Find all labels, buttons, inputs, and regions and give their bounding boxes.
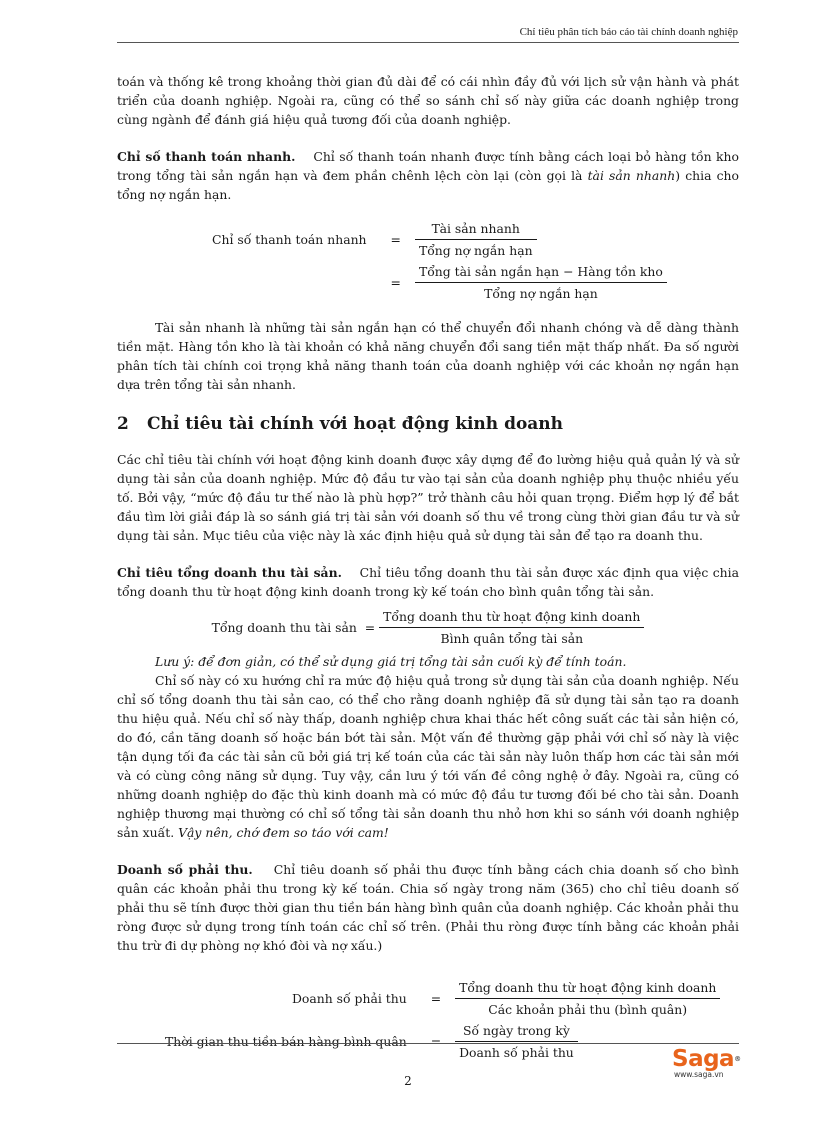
equals-sign: = [390,275,401,290]
registered-mark: ® [734,1055,741,1063]
quick-ratio-eq-lhs: Chỉ số thanh toán nhanh [212,232,367,247]
closing-remark: Vậy nên, chớ đem so táo với cam! [178,825,389,840]
receivables-fraction [455,978,720,1019]
quick-ratio-heading: Chỉ số thanh toán nhanh. [117,149,296,164]
header-rule [117,42,739,43]
fraction-denominator: Các khoản phải thu (bình quân) [488,1002,688,1017]
quick-ratio-text-1: Chỉ số thanh toán nhanh được tính bằng cách loại bỏ hàng tồn kho trong tổng tài sản ngắn hạn và đem phần chênh lệch còn lại (còn gọi là [117,149,739,183]
equals-sign: = [430,991,442,1006]
logo-url: www.saga.vn [674,1070,724,1079]
receivables-paragraph [117,860,739,955]
receivables-heading: Doanh số phải thu. [117,862,253,877]
footer-rule [117,1043,739,1044]
fraction-denominator: Bình quân tổng tài sản [440,631,584,646]
quick-ratio-fraction-1 [415,219,537,260]
quick-ratio-fraction-2 [415,262,667,303]
collection-period-eq-lhs: Thời gian thu tiền bán hàng bình quân [165,1034,407,1049]
fraction-numerator: Số ngày trong kỳ [455,1021,578,1042]
page-content [117,72,739,1077]
section-2-heading [117,412,739,436]
quick-ratio-equation [212,218,667,304]
quick-assets-paragraph: Tài sản nhanh là những tài sản ngắn hạn có thể chuyển đổi nhanh chóng và dễ dàng thành tiền mặt. Hàng tồn kho là tài khoản có khả năng chuyển đổi sang tiền mặt thấp nhất. Đa số người phân tích tài chính coi trọng khả năng thanh toán của doanh nghiệp với các khoản nợ ngắn hạn dựa trên tổng tài sản nhanh. [117,320,739,392]
quick-ratio-text-em: tài sản nhanh [587,168,676,183]
asset-turnover-text: Chỉ tiêu tổng doanh thu tài sản được xác định qua việc chia tổng doanh thu từ hoạt động kinh doanh trong kỳ kế toán cho bình quân tổng tài sản. [117,565,739,599]
fraction-numerator: Tổng doanh thu từ hoạt động kinh doanh [455,978,720,999]
equals-sign: = [430,1034,442,1049]
asset-turnover-discussion: Chỉ số này có xu hướng chỉ ra mức độ hiệu quả trong sử dụng tài sản của doanh nghiệp. Nếu chỉ số tổng doanh thu tài sản cao, có thể cho rằng doanh nghiệp đã sử dụng tài sản tạo ra doanh thu hiệu quả. Nếu chỉ số này thấp, doanh nghiệp chưa khai thác hết công suất các tài sản hiện có, do đó, cần tăng doanh số hoặc bán bớt tài sản. Một vấn đề thường gặp phải với chỉ số này là việc tận dụng tối đa các tài sản cũ bởi giá trị kế toán của các tài sản này luôn thấp hơn các tài sản mới và có cùng công năng sử dụng. Tuy vậy, cần lưu ý tới vấn đề công nghệ ở đây. Ngoài ra, cũng có những doanh nghiệp do đặc thù kinh doanh mà có mức độ đầu tư tương đối bé cho tài sản. Doanh nghiệp thương mại thường có chỉ số tổng tài sản doanh thu nhỏ hơn khi so sánh với doanh nghiệp sản xuất. Vậy nên, chớ đem so táo với cam! [117,673,739,840]
asset-turnover-heading: Chỉ tiêu tổng doanh thu tài sản. [117,565,342,580]
page-number: 2 [404,1074,412,1088]
asset-turnover-fraction [379,607,644,648]
asset-turnover-eq-lhs: Tổng doanh thu tài sản [211,620,357,635]
equals-sign: = [390,232,401,247]
running-header: Chỉ tiêu phân tích báo cáo tài chính doanh nghiệp [519,26,738,38]
asset-turnover-equation [117,607,739,648]
fraction-denominator: Tổng nợ ngắn hạn [484,286,598,301]
section-2-paragraph: Các chỉ tiêu tài chính với hoạt động kinh doanh được xây dựng để đo lường hiệu quả quản lý và sử dụng tài sản của doanh nghiệp. Mức độ đầu tư vào tại sản của doanh nghiệp phụ thuộc nhiều yếu tố. Bởi vậy, “mức độ đầu tư thế nào là phù hợp?” trở thành câu hỏi quan trọng. Điểm hợp lý để bắt đầu tìm lời giải đáp là so sánh giá trị tài sản với doanh số thu về trong cùng thời gian đầu tư và sử dụng tài sản. Mục tiêu của việc này là xác định hiệu quả sử dụng tài sản để tạo ra doanh thu. [117,452,739,543]
fraction-numerator: Tài sản nhanh [415,219,537,240]
fraction-numerator: Tổng doanh thu từ hoạt động kinh doanh [379,607,644,628]
receivables-eq-lhs: Doanh số phải thu [292,991,407,1006]
fraction-numerator: Tổng tài sản ngắn hạn − Hàng tồn kho [415,262,667,283]
asset-turnover-note: Lưu ý: để đơn giản, có thể sử dụng giá trị tổng tài sản cuối kỳ để tính toán. [155,654,627,669]
section-title: Chỉ tiêu tài chính với hoạt động kinh doanh [147,414,564,434]
receivables-equations [165,977,720,1063]
receivables-text: Chỉ tiêu doanh số phải thu được tính bằng cách chia doanh số cho bình quân các khoản phải thu trong kỳ kế toán. Chia số ngày trong năm (365) cho chỉ tiêu doanh số phải thu sẽ tính được thời gian thu tiền bán hàng bình quân của doanh nghiệp. Các khoản phải thu ròng được sử dụng trong tính toán các chỉ số trên. (Phải thu ròng được tính bằng các khoản phải thu trừ đi dự phòng nợ khó đòi và nợ xấu.) [117,862,740,953]
equals-sign: = [364,620,376,635]
collection-period-fraction [455,1021,578,1062]
intro-paragraph: toán và thống kê trong khoảng thời gian đủ dài để có cái nhìn đầy đủ với lịch sử vận hành và phát triển của doanh nghiệp. Ngoài ra, cũng có thể so sánh chỉ số này giữa các doanh nghiệp trong cùng ngành để đánh giá hiệu quả tương đối của doanh nghiệp. [117,74,739,127]
section-number: 2 [117,414,129,434]
fraction-denominator: Tổng nợ ngắn hạn [418,243,533,258]
quick-ratio-text-2: ) chia cho tổng nợ ngắn hạn. [117,168,739,202]
asset-turnover-paragraph [117,563,739,601]
fraction-denominator: Doanh số phải thu [459,1045,574,1060]
quick-ratio-paragraph [117,147,739,204]
logo-text: Saga [672,1046,735,1072]
